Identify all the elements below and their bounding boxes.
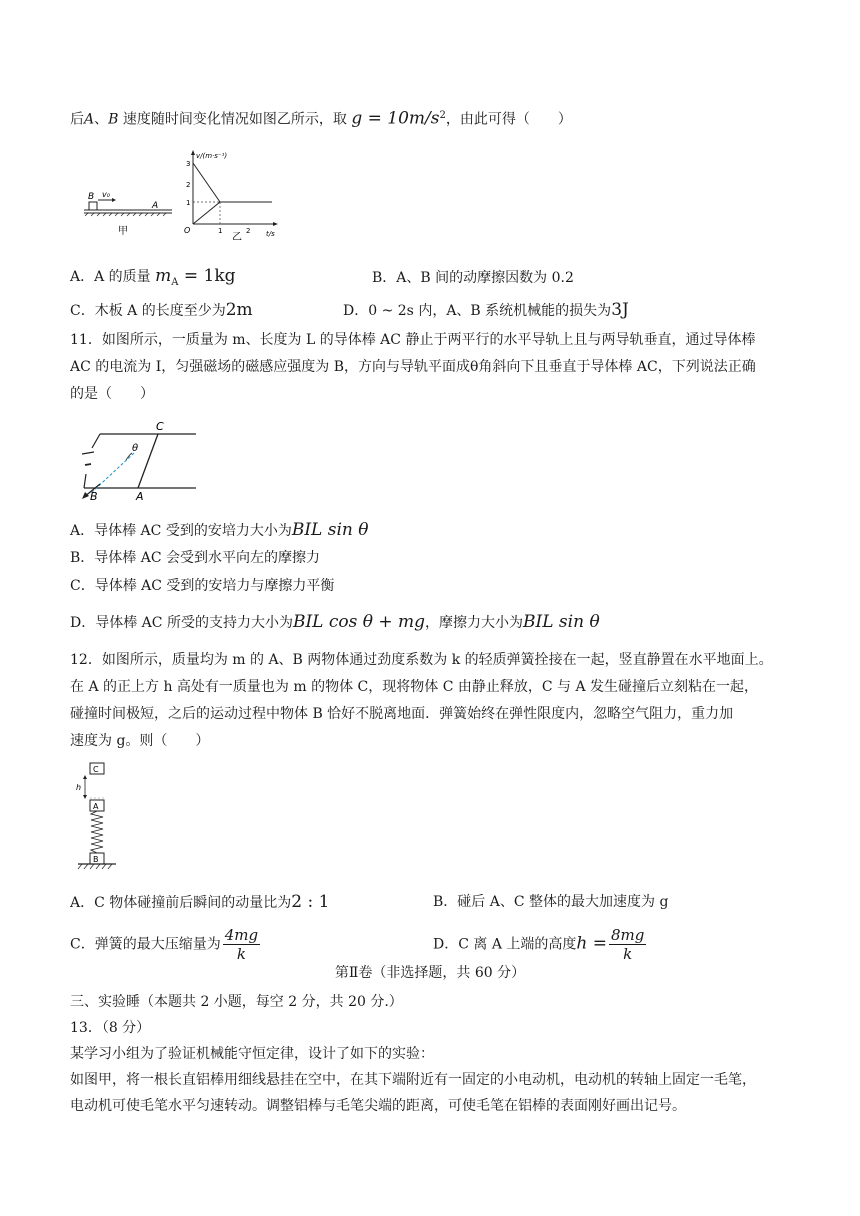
q13-line-2: 如图甲，将一根长直铝棒用细线悬挂在空中，在其下端附近有一固定的小电动机，电动机的转轴上固定一毛笔， <box>70 1072 756 1088</box>
q10-option-c: C．木板 A 的长度至少为2m <box>70 300 253 320</box>
battery-long <box>82 452 94 454</box>
svg-text:1: 1 <box>218 227 223 235</box>
q13-line-3: 电动机可使毛笔水平匀速转动。调整铝棒与毛笔尖端的距离，可使毛笔在铝棒的表面刚好画出记号。 <box>70 1098 686 1114</box>
part-two-heading: 第Ⅱ卷（非选择题，共 60 分） <box>334 965 526 981</box>
label-jia: 甲 <box>118 226 128 237</box>
q11-stem-line-1: 11．如图所示，一质量为 m、长度为 L 的导体棒 AC 静止于两平行的水平导轨上且与两导轨垂直，通过导体棒 <box>70 332 756 348</box>
svg-text:C: C <box>93 765 99 774</box>
svg-text:v/(m·s⁻¹): v/(m·s⁻¹) <box>196 152 228 160</box>
svg-text:2: 2 <box>186 181 191 189</box>
svg-text:1: 1 <box>186 199 191 207</box>
q13-heading: 13．（8 分） <box>70 1020 151 1036</box>
line-b <box>193 163 220 202</box>
svg-text:B: B <box>88 192 95 202</box>
fraction-8mg-k: $\frac{8mg}{k}$ <box>611 926 645 963</box>
q10-option-b: B．A、B 间的动摩擦因数为 0.2 <box>372 270 574 286</box>
svg-text:C: C <box>156 420 164 433</box>
q12-option-a: A．C 物体碰撞前后瞬间的动量比为2 : 1 <box>70 892 330 912</box>
q12-figure <box>74 760 122 876</box>
svg-text:t/s: t/s <box>266 230 275 238</box>
q11-option-d: D．导体棒 AC 所受的支持力大小为BIL cos θ + mg，摩擦力大小为BIL sin θ <box>70 612 600 632</box>
svg-text:O: O <box>184 226 191 235</box>
svg-text:θ: θ <box>132 443 139 454</box>
q10-figure-yi <box>180 148 285 240</box>
q11-option-a: A．导体棒 AC 受到的安培力大小为BIL sin θ <box>70 520 369 540</box>
svg-text:B: B <box>93 855 99 864</box>
spring <box>91 811 103 853</box>
q11-option-b: B．导体棒 AC 会受到水平向左的摩擦力 <box>70 550 321 566</box>
svg-text:3: 3 <box>186 160 191 168</box>
svg-text:A: A <box>93 802 99 811</box>
q10-option-d: D．0 ~ 2s 内，A、B 系统机械能的损失为3J <box>343 300 629 320</box>
q12-option-c: C．弹簧的最大压缩量为 $\frac{4mg}{k}$ <box>70 926 259 963</box>
q12-option-b: B．碰后 A、C 整体的最大加速度为 g <box>433 894 669 910</box>
fraction-4mg-k: $\frac{4mg}{k}$ <box>224 926 259 963</box>
q11-stem-line-2: AC 的电流为 I，匀强磁场的磁感应强度为 B，方向与导轨平面成θ角斜向下且垂直于导体棒 AC，下列说法正确 <box>70 359 756 375</box>
q10-option-a: A．A 的质量 $m_A = 1kg$ <box>70 266 236 288</box>
q10-figure-jia <box>80 188 180 238</box>
q12-option-d: D．C 离 A 上端的高度h = $\frac{8mg}{k}$ <box>433 926 645 963</box>
rod-ac <box>138 434 158 488</box>
g-expression: g = 10m/s <box>351 108 440 129</box>
block-b <box>89 202 97 210</box>
q10-stem: 后A、B 速度随时间变化情况如图乙所示，取 $g = 10m/s^2$，由此可得（ ） <box>70 108 572 129</box>
q12-stem-line-1: 12．如图所示，质量均为 m 的 A、B 两物体通过劲度系数为 k 的轻质弹簧拴接在一起，竖直静置在水平地面上。 <box>70 652 773 668</box>
svg-text:A: A <box>136 490 144 503</box>
svg-text:2: 2 <box>246 227 251 235</box>
svg-text:v₀: v₀ <box>102 190 110 199</box>
svg-text:h: h <box>76 783 82 792</box>
q12-stem-line-4: 速度为 g。则（ ） <box>70 733 210 749</box>
label-yi: 乙 <box>232 232 242 240</box>
q13-line-1: 某学习小组为了验证机械能守恒定律，设计了如下的实验： <box>70 1046 434 1062</box>
q11-figure <box>72 418 202 504</box>
svg-text:A: A <box>152 201 159 211</box>
q12-stem-line-3: 碰撞时间极短，之后的运动过程中物体 B 恰好不脱离地面．弹簧始终在弹性限度内，忽略空气阻力，重力加 <box>70 706 734 722</box>
q11-option-c: C．导体棒 AC 受到的安培力与摩擦力平衡 <box>70 578 335 594</box>
q11-stem-line-3: 的是（ ） <box>70 386 154 402</box>
battery-short <box>85 464 91 465</box>
svg-text:B: B <box>90 490 98 503</box>
section-three-heading: 三、实验睡（本题共 2 小题，每空 2 分，共 20 分.） <box>70 994 403 1010</box>
line-a <box>193 202 220 224</box>
q12-stem-line-2: 在 A 的正上方 h 高处有一质量也为 m 的物体 C，现将物体 C 由静止释放，C 与 A 发生碰撞后立刻粘在一起， <box>70 679 759 695</box>
